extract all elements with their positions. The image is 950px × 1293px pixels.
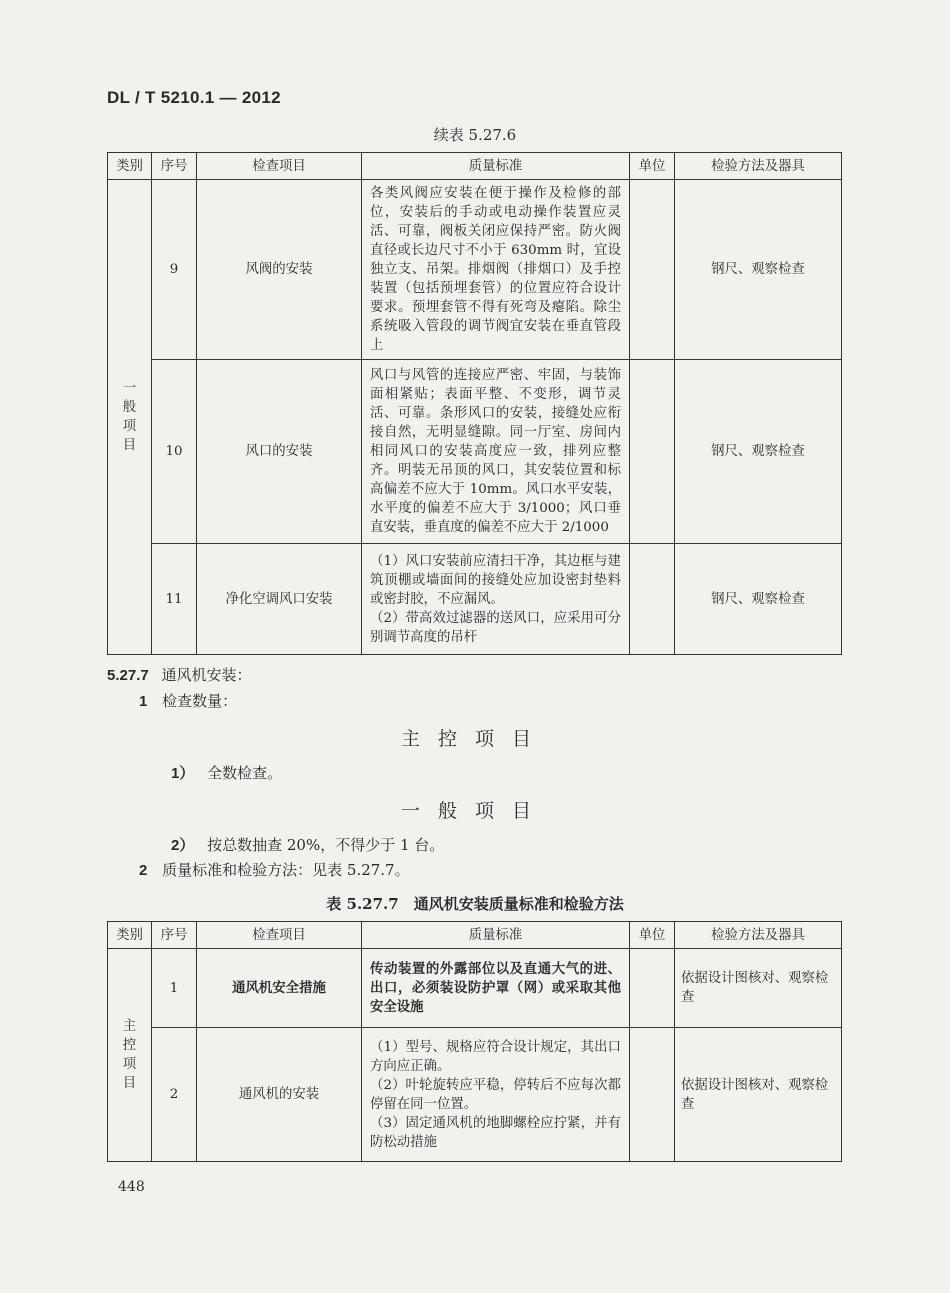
row-number: 9 [152, 180, 197, 360]
table-row [108, 544, 842, 655]
header-item: 检查项目 [197, 922, 362, 949]
header-category: 类别 [108, 922, 152, 949]
table-row [108, 360, 842, 544]
standard-line: （2）叶轮旋转应平稳，停转后不应每次都停留在同一位置。 [370, 1077, 621, 1112]
standard-line: （1）风口安装前应清扫干净，其边框与建筑顶棚或墙面间的接缝处应加设密封垫料或密封胶，不应漏风。 [370, 553, 621, 607]
section-title: 通风机安装： [161, 666, 252, 684]
check-item: 通风机的安装 [197, 1028, 362, 1162]
row-number: 1 [152, 949, 197, 1028]
quality-standard: 传动装置的外露部位以及直通大气的进、出口，必须装设防护罩（网）或采取其他安全设施 [362, 949, 630, 1028]
category-cell: 主 控 项 目 [108, 949, 152, 1162]
standard-line: （1）型号、规格应符合设计规定，其出口方向应正确。 [370, 1039, 621, 1074]
unit-cell [630, 949, 675, 1028]
check-item: 通风机安全措施 [197, 949, 362, 1028]
clause-2: 2 质量标准和检验方法：见表 5.27.7。 [139, 861, 410, 879]
inspection-method: 依据设计图核对、观察检查 [675, 1028, 842, 1162]
document-code: DL / T 5210.1 — 2012 [107, 88, 281, 107]
unit-cell [630, 1028, 675, 1162]
row-number: 2 [152, 1028, 197, 1162]
unit-cell [630, 180, 675, 360]
quality-standard [362, 1028, 630, 1162]
table-header-row [108, 153, 842, 180]
page-number: 448 [118, 1179, 145, 1195]
inspection-method: 钢尺、观察检查 [675, 360, 842, 544]
section-number: 5.27.7 [107, 667, 149, 684]
standard-line: （2）带高效过滤器的送风口，应采用可分别调节高度的吊杆 [370, 610, 621, 645]
check-item: 风口的安装 [197, 360, 362, 544]
header-method: 检验方法及器具 [675, 153, 842, 180]
fan-installation-table [107, 921, 842, 1162]
table-caption-5277: 表 5.27.7 通风机安装质量标准和检验方法 [326, 895, 624, 913]
quality-standard: 风口与风管的连接应严密、牢固，与装饰面相紧贴；表面平整、不变形，调节灵活、可靠。条形风口的安装，接缝处应衔接自然，无明显缝隙。同一厅室、房间内相同风口的安装高度应一致，排列应整齐。明装无吊顶的风口，其安装位置和标高偏差不应大于 10mm。风口水平安装，水平度的偏差不应大于 3/1000；风口垂直安装，垂直度的偏差不应大于 2/1000 [362, 360, 630, 544]
general-items-heading: 一般项目 [400, 800, 549, 822]
unit-cell [630, 360, 675, 544]
table-header-row [108, 922, 842, 949]
header-standard: 质量标准 [362, 153, 630, 180]
header-number: 序号 [152, 922, 197, 949]
header-number: 序号 [152, 153, 197, 180]
quality-table-continued [107, 152, 842, 655]
header-unit: 单位 [630, 922, 675, 949]
quality-standard: 各类风阀应安装在便于操作及检修的部位，安装后的手动或电动操作装置应灵活、可靠，阀板关闭应保持严密。防火阀直径或长边尺寸不小于 630mm 时，宜设独立支、吊架。排烟阀（排烟口）及手控装置（包括预埋套管）的位置应符合设计要求。预埋套管不得有死弯及瘪陷。除尘系统吸入管段的调节阀宜安装在垂直管段上 [362, 180, 630, 360]
header-method: 检验方法及器具 [675, 922, 842, 949]
check-item: 净化空调风口安装 [197, 544, 362, 655]
table-row [108, 180, 842, 360]
standard-line: （3）固定通风机的地脚螺栓应拧紧，并有防松动措施 [370, 1115, 621, 1150]
row-number: 11 [152, 544, 197, 655]
rule-1: 1） 全数检查。 [171, 764, 283, 782]
row-number: 10 [152, 360, 197, 544]
category-cell: 一 般 项 目 [108, 180, 152, 655]
header-standard: 质量标准 [362, 922, 630, 949]
header-category: 类别 [108, 153, 152, 180]
main-control-heading: 主控项目 [400, 728, 549, 750]
section-heading [107, 664, 252, 685]
rule-2: 2） 按总数抽查 20%，不得少于 1 台。 [171, 836, 445, 854]
check-item: 风阀的安装 [197, 180, 362, 360]
unit-cell [630, 544, 675, 655]
table-row [108, 1028, 842, 1162]
header-item: 检查项目 [197, 153, 362, 180]
inspection-method: 钢尺、观察检查 [675, 544, 842, 655]
table-row [108, 949, 842, 1028]
clause-1: 1 检查数量： [139, 692, 238, 710]
table-caption: 续表 5.27.6 [433, 126, 517, 144]
inspection-method: 钢尺、观察检查 [675, 180, 842, 360]
header-unit: 单位 [630, 153, 675, 180]
inspection-method: 依据设计图核对、观察检查 [675, 949, 842, 1028]
quality-standard [362, 544, 630, 655]
